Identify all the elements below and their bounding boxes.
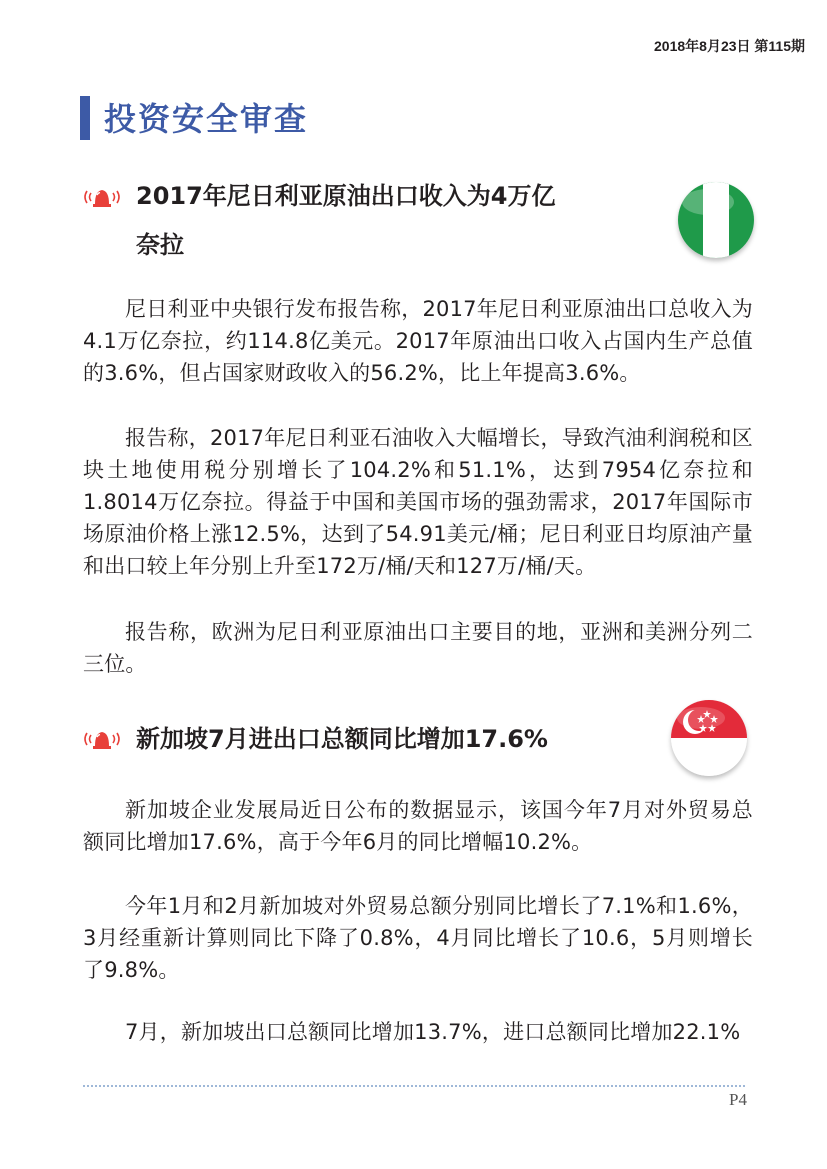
section-accent-bar — [80, 96, 90, 140]
article-title-singapore — [136, 715, 548, 764]
article-title-line1: 2017年尼日利亚原油出口收入为4万亿 — [136, 182, 556, 210]
article-title-nigeria — [136, 172, 556, 270]
paragraph: 今年1月和2月新加坡对外贸易总额分别同比增长了7.1%和1.6%，3月经重新计算则同比下降了0.8%，4月同比增长了10.6，5月则增长了9.8%。 — [83, 894, 753, 982]
paragraph: 7月，新加坡出口总额同比增加13.7%，进口总额同比增加22.1% — [125, 1020, 741, 1044]
paragraph: 报告称，2017年尼日利亚石油收入大幅增长，导致汽油利润税和区块土地使用税分别增长了104.2%和51.1%，达到7954亿奈拉和1.8014万亿奈拉。得益于中国和美国市场的强劲需求，2017年国际市场原油价格上涨12.5%，达到了54.91美元/桶；尼日利亚日均原油产量和出口较上年分别上升至172万/桶/天和127万/桶/天。 — [83, 426, 753, 578]
page-number: P4 — [729, 1090, 747, 1109]
paragraph: 报告称，欧洲为尼日利亚原油出口主要目的地，亚洲和美洲分列二三位。 — [83, 620, 753, 676]
nigeria-flag-icon — [678, 182, 754, 258]
article-title-line2: 奈拉 — [136, 231, 184, 259]
paragraph: 新加坡企业发展局近日公布的数据显示，该国今年7月对外贸易总额同比增加17.6%，高于今年6月的同比增幅10.2%。 — [83, 798, 753, 854]
singapore-flag-icon — [671, 700, 747, 776]
alarm-bell-icon — [82, 727, 122, 751]
header-date-issue: 2018年8月23日 第115期 — [654, 38, 805, 54]
section-title: 投资安全审查 — [104, 100, 309, 138]
paragraph: 尼日利亚中央银行发布报告称，2017年尼日利亚原油出口总收入为4.1万亿奈拉，约114.8亿美元。2017年原油出口收入占国内生产总值的3.6%，但占国家财政收入的56.2%，比上年提高3.6%。 — [83, 297, 753, 385]
alarm-bell-icon — [82, 185, 122, 209]
footer-divider — [83, 1085, 745, 1087]
article-title-line1: 新加坡7月进出口总额同比增加17.6% — [136, 725, 548, 753]
